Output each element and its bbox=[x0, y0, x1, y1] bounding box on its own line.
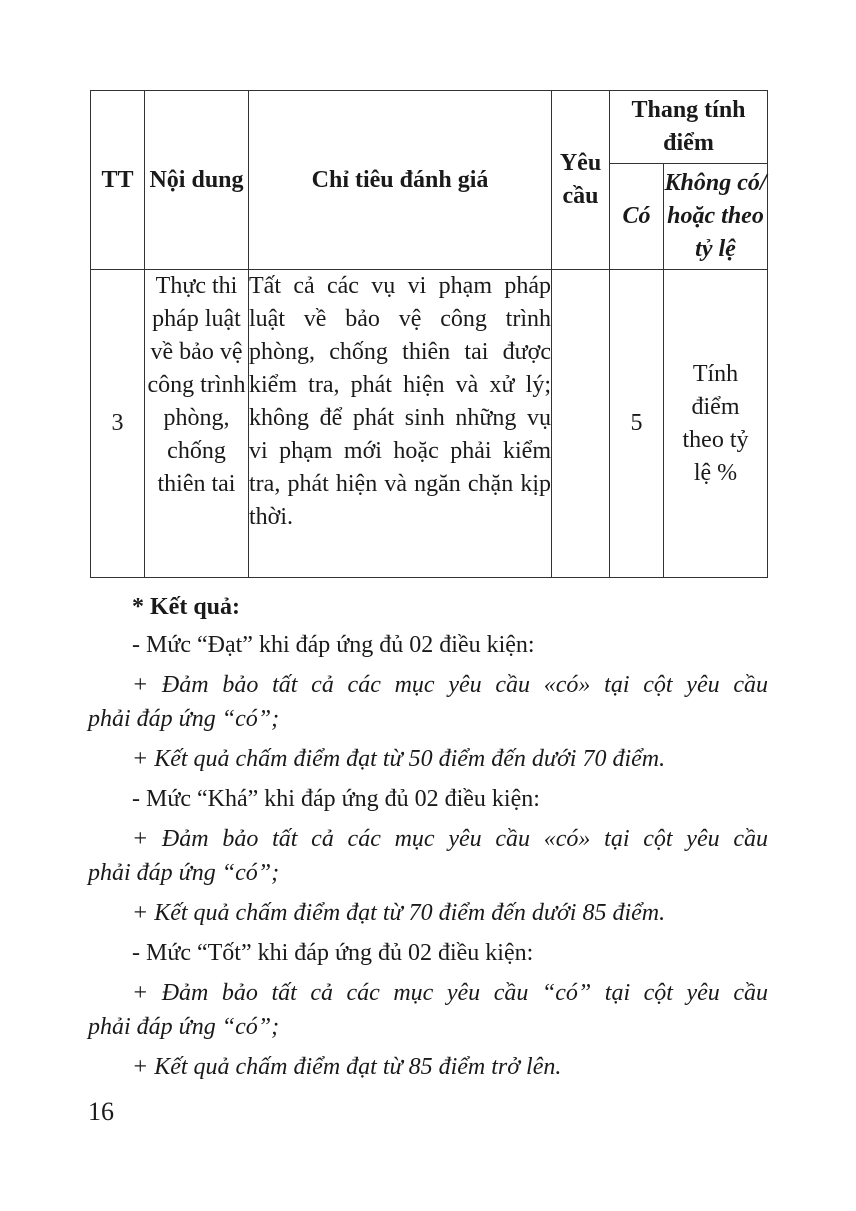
level-kha bbox=[88, 782, 768, 930]
level-condition-1-cont: phải đáp ứng “có”; bbox=[88, 706, 280, 732]
level-condition-1-cont: phải đáp ứng “có”; bbox=[88, 1014, 280, 1040]
header-requirement: Yêu cầu bbox=[552, 91, 610, 270]
level-title: - Mức “Khá” khi đáp ứng đủ 02 điều kiện: bbox=[132, 786, 540, 812]
level-title: - Mức “Đạt” khi đáp ứng đủ 02 điều kiện: bbox=[132, 632, 535, 658]
level-condition-1: + Đảm bảo tất cả các mục yêu cầu «có» tại cột yêu cầu bbox=[132, 826, 768, 852]
level-condition-1: + Đảm bảo tất cả các mục yêu cầu “có” tại cột yêu cầu bbox=[132, 980, 768, 1006]
level-title: - Mức “Tốt” khi đáp ứng đủ 02 điều kiện: bbox=[132, 940, 534, 966]
cell-yes: 5 bbox=[610, 270, 664, 578]
table-header-row bbox=[91, 91, 768, 164]
page-number: 16 bbox=[88, 1097, 114, 1126]
header-scale: Thang tính điểm bbox=[610, 91, 768, 164]
header-yes: Có bbox=[610, 164, 664, 270]
header-no-or-ratio: Không có/ hoặc theo tỷ lệ bbox=[664, 164, 768, 270]
level-condition-1: + Đảm bảo tất cả các mục yêu cầu «có» tại cột yêu cầu bbox=[132, 672, 768, 698]
cell-tt: 3 bbox=[91, 270, 145, 578]
results-heading: * Kết quả: bbox=[132, 594, 240, 620]
level-condition-1-cont: phải đáp ứng “có”; bbox=[88, 860, 280, 886]
table-row bbox=[91, 270, 768, 578]
cell-requirement bbox=[552, 270, 610, 578]
level-dat bbox=[88, 628, 768, 776]
level-condition-2: + Kết quả chấm điểm đạt từ 70 điểm đến dưới 85 điểm. bbox=[132, 900, 666, 926]
evaluation-table bbox=[90, 90, 768, 578]
level-tot bbox=[88, 936, 768, 1084]
cell-no-or-ratio: Tính điểm theo tỷ lệ % bbox=[664, 270, 768, 578]
level-condition-2: + Kết quả chấm điểm đạt từ 85 điểm trở lên. bbox=[132, 1054, 562, 1080]
header-indicator: Chỉ tiêu đánh giá bbox=[249, 91, 552, 270]
results-section bbox=[88, 590, 768, 1084]
cell-content: Thực thi pháp luật về bảo vệ công trình phòng, chống thiên tai bbox=[145, 270, 249, 578]
header-content: Nội dung bbox=[145, 91, 249, 270]
cell-indicator: Tất cả các vụ vi phạm pháp luật về bảo vệ công trình phòng, chống thiên tai được kiểm tra, phát hiện và xử lý; không để phát sinh những vụ vi phạm mới hoặc phải kiểm tra, phát hiện và ngăn chặn kịp thời. bbox=[249, 270, 552, 578]
header-tt: TT bbox=[91, 91, 145, 270]
level-condition-2: + Kết quả chấm điểm đạt từ 50 điểm đến dưới 70 điểm. bbox=[132, 746, 666, 772]
